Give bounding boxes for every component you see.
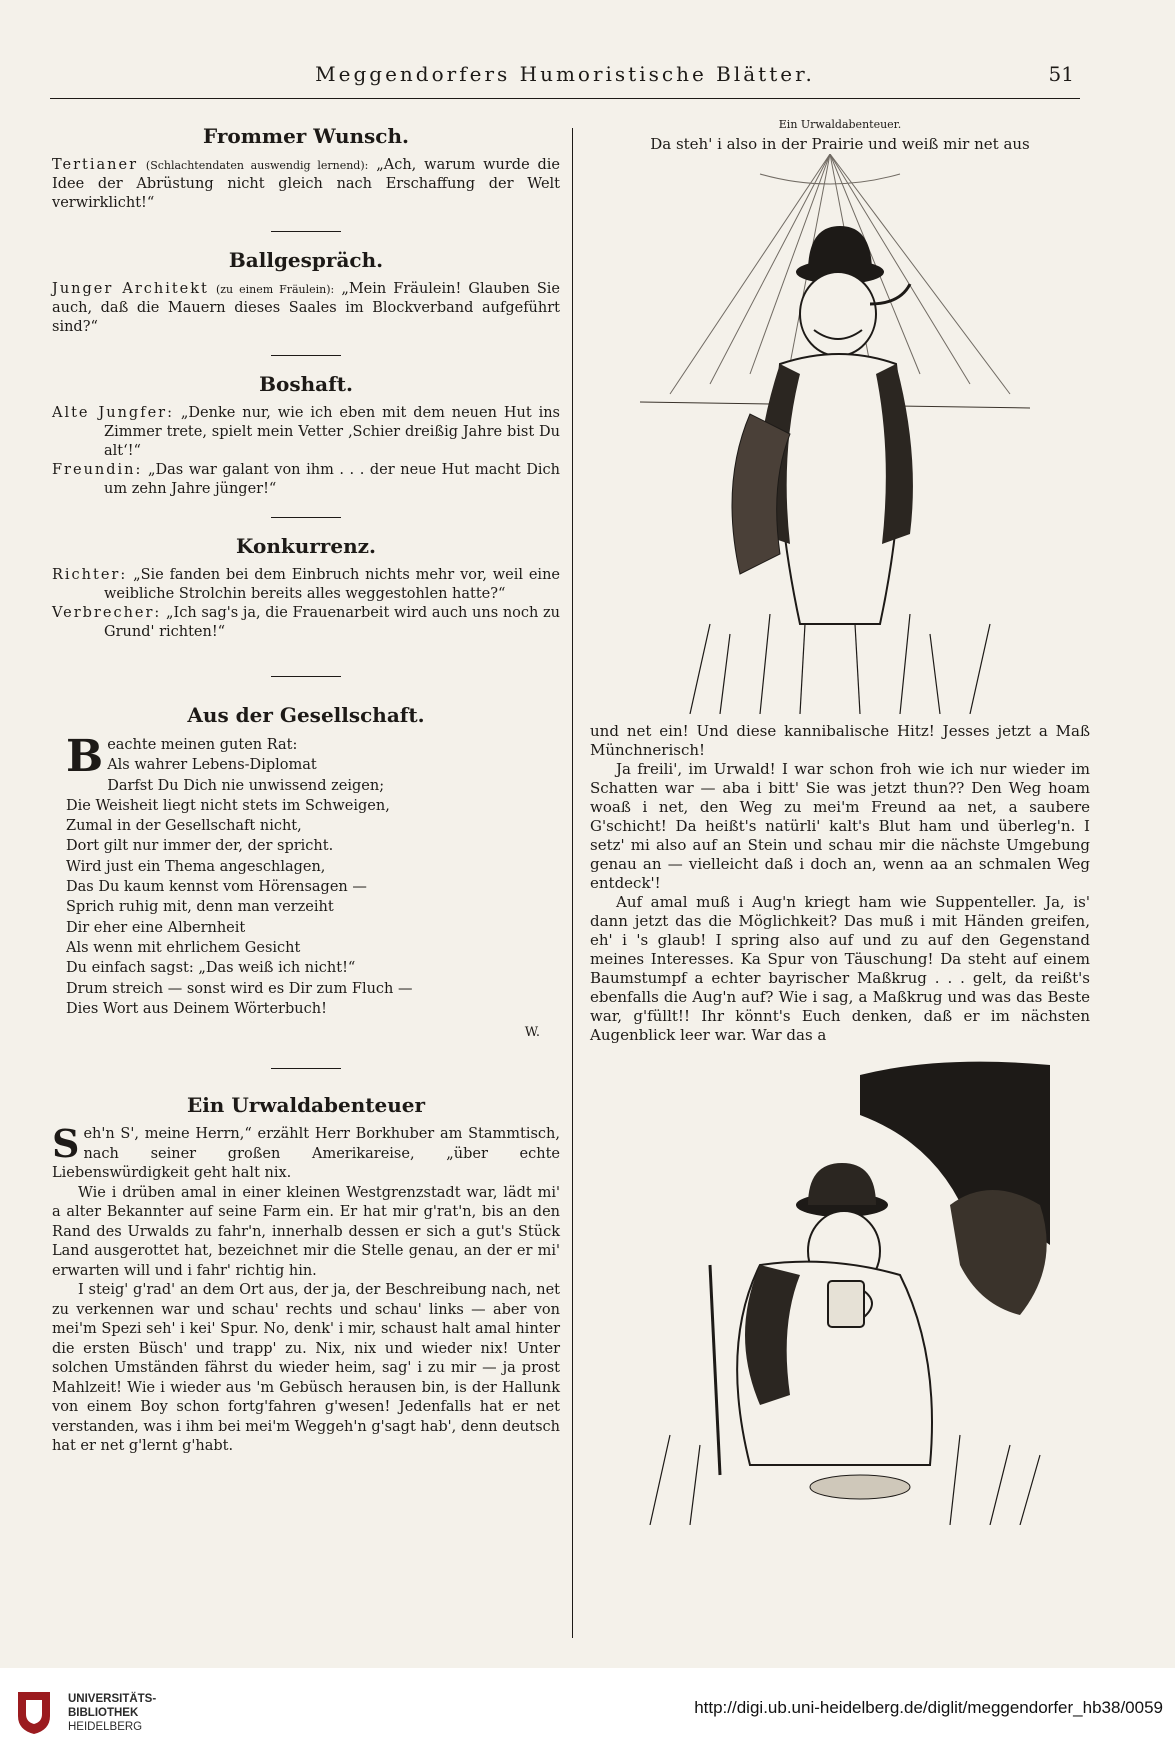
drop-capital: B [66, 731, 104, 782]
stage-note: (zu einem Fräulein): [215, 283, 335, 296]
page-header [50, 62, 1080, 96]
speech: „Sie fanden bei dem Einbruch nichts mehr vor, weil eine weibliche Strolchin bereits alles weggestohlen hatte?“ [104, 567, 560, 602]
speech: „Das war galant von ihm . . . der neue Hut macht Dich um zehn Jahre jünger!“ [104, 462, 561, 497]
speaker: Verbrecher: [52, 605, 162, 621]
poem-line: Wird just ein Thema angeschlagen, [66, 858, 326, 875]
section-title: Boshaft. [259, 372, 353, 396]
poem-line: Du einfach sagst: „Das weiß ich nicht!“ [66, 960, 356, 977]
poem-line: Zumal in der Gesellschaft nicht, [66, 818, 302, 835]
story-paragraph: Da steh' i also in der Prairie und weiß mir net aus [650, 135, 1030, 153]
poem [66, 731, 560, 1019]
institution-line: HEIDELBERG [68, 1721, 143, 1733]
institution-line: UNIVERSITÄTS- [68, 1693, 157, 1705]
poem-line: Dort gilt nur immer der, der spricht. [66, 838, 334, 855]
story-paragraph: und net ein! Und diese kannibalische Hitz! Jesses jetzt a Maß Münchnerisch! [590, 722, 1090, 759]
poem-line: Drum streich — sonst wird es Dir zum Fluch — [66, 980, 413, 997]
poem-line: Die Weisheit liegt nicht stets im Schweigen, [66, 797, 390, 814]
poem-line: Dies Wort aus Deinem Wörterbuch! [66, 1000, 327, 1017]
section-body [52, 156, 560, 213]
illustration-caption: Ein Urwaldabenteuer. [778, 118, 902, 131]
library-footer [0, 1668, 1175, 1752]
institution-name [68, 1692, 156, 1734]
source-url-link[interactable]: http://digi.ub.uni-heidelberg.de/diglit/meggendorfer_hb38/0059 [694, 1698, 1163, 1717]
story-paragraph [52, 1121, 560, 1184]
dialogue-line [52, 604, 560, 642]
poem-line: eachte meinen guten Rat: [107, 737, 298, 753]
poem-line: Das Du kaum kennst vom Hörensagen — [66, 879, 367, 896]
right-column [590, 118, 1090, 1525]
section-konkurrenz [52, 534, 560, 642]
story-paragraph: Ja freili', im Urwald! I war schon froh wie ich nur wieder im Schatten war — aba i bitt' Sie was jetzt thun?? Den Weg hoam woaß i net, den Weg zu mei'm Freund aa net, a saubere G'schicht! Da heißt's natürli' kalt's Blut ham und überleg'n. I setz' mi also auf an Stein und schau mir die nächste Umgebung genau an — vielleicht daß i doch an, wenn aa an schmalen Weg entdeck'! [590, 760, 1090, 892]
speech: „Denke nur, wie ich eben mit dem neuen Hut ins Zimmer trete, spielt mein Vetter ‚Schier dreißig Jahre bist Du alt‘!“ [104, 405, 560, 459]
stage-note: (Schlachtendaten auswendig lernend): [145, 159, 369, 172]
section-title: Ein Urwaldabenteuer [186, 1093, 426, 1118]
dialogue-line [52, 404, 560, 461]
speaker: Tertianer [52, 157, 139, 173]
section-ballgespraech [52, 248, 560, 337]
drop-capital: S [52, 1121, 80, 1167]
story-paragraph: Auf amal muß i Aug'n kriegt ham wie Suppenteller. Ja, is' dann jetzt das die Möglichkeit? Das muß i mit Händen greifen, eh' i 's glaub! I spring also auf und zu auf den Gegenstand meines Interesses. Ka Spur von Täuschung! Da steht auf einem Baumstumpf a echter bayrischer Maßkrug . . . gelt, da reißt's ebenfalls die Aug'n auf? Wie i sag, a Maßkrug und was das Beste war, g'füllt!! Ihr könnt's Euch denken, daß er im nächsten Augenblick leer war. War das a [590, 893, 1090, 1044]
author-signature: W. [524, 1025, 540, 1041]
section-frommer-wunsch [52, 124, 560, 213]
speech: „Ich sag's ja, die Frauenarbeit wird auch uns noch zu Grund' richten!“ [104, 605, 561, 640]
left-column [52, 124, 560, 1457]
section-aus-der-gesellschaft [52, 703, 560, 1040]
section-title: Ballgespräch. [228, 248, 384, 272]
speech: „Ach, warum wurde die Idee der Abrüstung nicht gleich nach Erschaffung der Welt verwirklicht!“ [52, 157, 561, 211]
separator-rule [271, 517, 341, 518]
separator-rule [271, 355, 341, 356]
speech: „Mein Fräulein! Glauben Sie auch, daß die Mauern dieses Saales im Blockverband aufgeführt sind?“ [52, 281, 560, 335]
section-urwaldabenteuer [52, 1093, 560, 1457]
story-text: eh'n S', meine Herrn,“ erzählt Herr Borkhuber am Stammtisch, nach seiner großen Amerikareise, „über echte Liebenswürdigkeit geht halt nix. [52, 1126, 560, 1182]
illustration-man-drinking [610, 1055, 1070, 1525]
dialogue-line [52, 566, 560, 604]
poem-line: Als wenn mit ehrlichem Gesicht [66, 939, 301, 956]
illustration-man-in-prairie [630, 154, 1050, 714]
section-title: Frommer Wunsch. [203, 124, 409, 148]
institution-line: BIBLIOTHEK [68, 1707, 139, 1719]
separator-rule [271, 1068, 341, 1069]
speaker: Freundin: [52, 462, 143, 478]
separator-rule [271, 676, 341, 677]
dialogue-line [52, 461, 560, 499]
header-rule [50, 98, 1080, 99]
speaker: Junger Architekt [52, 281, 209, 297]
poem-line: Dir eher eine Albernheit [66, 919, 246, 936]
running-title: Meggendorfers Humoristische Blätter. [315, 62, 815, 86]
section-body [52, 280, 560, 337]
speaker: Alte Jungfer: [52, 405, 174, 421]
poem-line: Als wahrer Lebens-Diplomat [107, 757, 317, 774]
poem-line: Sprich ruhig mit, denn man verzeiht [66, 899, 334, 916]
separator-rule [271, 231, 341, 232]
story-paragraph: I steig' g'rad' an dem Ort aus, der ja, der Beschreibung nach, net zu verkennen war und schau' rechts und schau' links — aber von mei'm Spezi seh' i kei' Spur. No, denk' i mir, schaust halt amal hinter die ersten Büsch' und trapp' zu. Nix, nix und wieder nix! Unter solchen Umständen fährst du wieder heim, sag' i zu mir — ja prost Mahlzeit! Wie i wieder aus 'm Gebüsch herausen bin, is der Hallunk von einem Boy schon fortg'fahren g'wesen! Jedenfalls hat er net verstanden, was i ihm bei mei'm Weggeh'n g'sagt hab', denn deutsch hat er net g'lernt g'habt. [52, 1282, 560, 1455]
poem-line: Darfst Du Dich nie unwissend zeigen; [107, 777, 385, 794]
section-boshaft [52, 372, 560, 499]
section-title: Aus der Gesellschaft. [187, 703, 425, 727]
column-divider [572, 128, 573, 1638]
story-paragraph: Wie i drüben amal in einer kleinen Westgrenzstadt war, lädt mi' a alter Bekannter auf seine Farm ein. Er hat mir g'rat'n, bis an den Rand des Urwalds zu fahr'n, innerhalb dessen er sich a gut's Stück Land ausgerottet hat, bezeichnet mir die Stelle genau, an der er mi' erwarten will und i fahr' richtig hin. [52, 1184, 560, 1279]
speaker: Richter: [52, 567, 128, 583]
section-title: Konkurrenz. [236, 534, 376, 558]
page-number: 51 [1048, 62, 1074, 86]
university-seal-icon [14, 1688, 54, 1736]
